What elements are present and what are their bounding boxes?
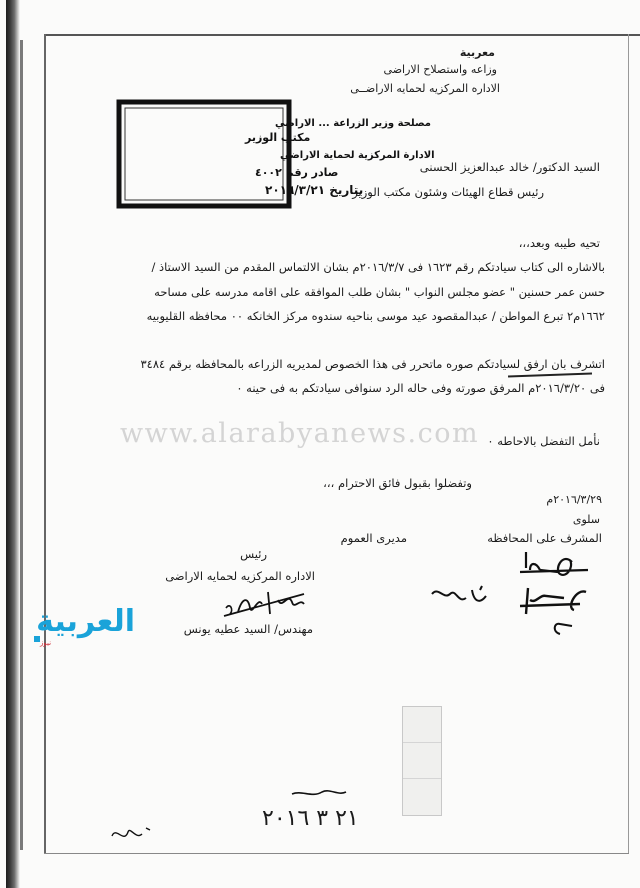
letterhead-line-3: الاداره المركزيه لحمايه الاراضــى — [350, 82, 500, 95]
director-title: مديرى العموم — [340, 531, 407, 545]
frame-border-left — [44, 34, 46, 854]
logo-text: العربية — [36, 604, 135, 639]
paragraph1-line2: حسن عمر حسنين " عضو مجلس النواب " بشان طلب الموافقه على اقامه مدرسه على مساحه — [154, 285, 605, 299]
frame-border-bottom — [44, 853, 629, 854]
faded-stamp-box — [402, 706, 442, 816]
paragraph2-line2: فى ٢٠١٦/٣/٢٠م المرفق صورته وفى حاله الرد سنوافى سيادتكم به فى حينه ٠ — [236, 381, 605, 395]
initials-scribble — [106, 818, 154, 848]
letterhead-line-1: معربية — [459, 46, 495, 59]
head-department: الاداره المركزيه لحمايه الاراضى — [165, 569, 315, 583]
stamp-line-3: الادارة المركزية لحماية الاراضي — [280, 150, 435, 161]
letterhead-line-2: وزاعه واستصلاح الاراضى — [383, 63, 497, 76]
paragraph1-line1: بالاشاره الى كتاب سيادتكم رقم ١٦٢٣ فى ٢٠١٦/٣/٧م بشان الالتماس المقدم من السيد الاستاذ / — [151, 260, 605, 274]
addressee-name: السيد الدكتور/ خالد عبدالعزيز الحسنى — [419, 160, 600, 174]
writer-name: سلوى — [572, 513, 600, 526]
frame-border-top — [44, 34, 640, 36]
office-stamp — [115, 98, 435, 210]
site-watermark: www.alarabyanews.com — [120, 418, 480, 449]
closing-line: وتفضلوا بقبول فائق الاحترام ،،، — [323, 476, 472, 490]
greeting: تحيه طيبه وبعد،،، — [518, 236, 600, 250]
stamp-line-1: مصلحة وزير الزراعة ... الاراضي — [275, 118, 431, 129]
scan-edge-shadow — [6, 0, 20, 888]
supervisor-title: المشرف على المحافظه — [487, 531, 602, 545]
logo-subtext: نيوز — [40, 639, 52, 647]
handwritten-dash — [288, 786, 348, 802]
scan-edge-line — [20, 40, 23, 850]
frame-border-right — [628, 34, 629, 854]
director-signature — [428, 584, 492, 612]
engineer-name: مهندس/ السيد عطيه يونس — [183, 622, 313, 636]
handwritten-date: ٢١ ٣ ٢٠١٦ — [262, 806, 359, 831]
stamp-line-5: بتاريخ ٢٠١٦/٣/٢١ — [265, 183, 364, 197]
supervisor-signature — [500, 548, 600, 638]
request-line: نأمل التفضل بالاحاطه ٠ — [487, 434, 600, 448]
paragraph1-line3: ١٦٦٢م٢ تبرع المواطن / عبدالمقصود عيد موسى بناحيه سندوه مركز الخانكه ٠٠ محافظه القليوبيه — [146, 309, 605, 323]
stamp-line-4: صادر رقم ٤٠٠٢ — [255, 166, 339, 179]
addressee-position: رئيس قطاع الهيئات وشئون مكتب الوزير — [352, 185, 544, 199]
head-signature — [218, 588, 310, 622]
paragraph2-line1: اتشرف بان ارفق لسيادتكم صوره ماتحرر فى هذا الخصوص لمديريه الزراعه بالمحافظه برقم ٣٤٨٤ — [140, 357, 605, 371]
head-title: رئيس — [240, 547, 267, 561]
handwritten-underline — [508, 373, 592, 378]
stamp-line-2: مكتب الوزير — [245, 131, 311, 144]
letter-date: ٢٠١٦/٣/٢٩م — [546, 493, 602, 506]
